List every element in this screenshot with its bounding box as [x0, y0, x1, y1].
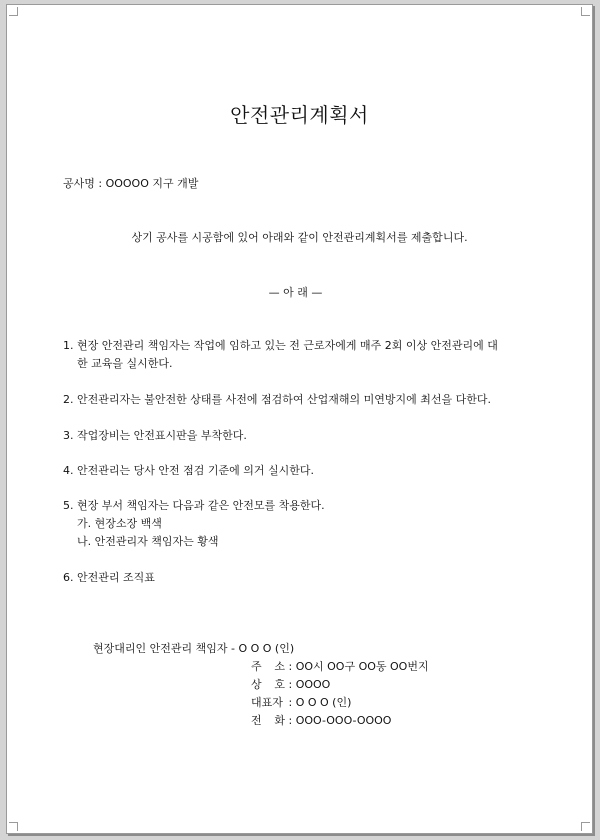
company-label: 상 호 [251, 678, 285, 691]
item-5-sub-b: 나. 안전관리자 책임자는 황색 [77, 535, 219, 548]
item-5-sub-a: 가. 현장소장 백색 [77, 517, 162, 530]
document-page [6, 4, 593, 834]
address-row [251, 660, 429, 674]
crop-mark-bottom-left [9, 822, 18, 831]
phone-value: : OOO-OOO-OOOO [288, 714, 392, 727]
below-heading: — 아 래 — [268, 286, 323, 299]
crop-mark-top-right [581, 7, 590, 16]
item-2: 2. 안전관리자는 불안전한 상태를 사전에 점검하여 산업재해의 미연방지에 최선을 다한다. [63, 393, 491, 406]
address-value: : OO시 OO구 OO동 OO번지 [288, 660, 429, 673]
address-label: 주 소 [251, 660, 285, 673]
manager-signature-line: 현장대리인 안전관리 책임자 - O O O (인) [93, 642, 295, 655]
item-6: 6. 안전관리 조직표 [63, 571, 155, 584]
company-value: : OOOO [288, 678, 331, 691]
ceo-row [251, 696, 351, 710]
phone-row [251, 714, 391, 728]
project-name-line: 공사명 : OOOOO 지구 개발 [63, 177, 199, 190]
item-3: 3. 작업장비는 안전표시판을 부착한다. [63, 429, 247, 442]
item-1: 1. 현장 안전관리 책임자는 작업에 임하고 있는 전 근로자에게 매주 2회 이상 안전관리에 대 [63, 339, 498, 352]
company-row [251, 678, 330, 692]
phone-label: 전 화 [251, 714, 285, 727]
ceo-value: : O O O (인) [288, 696, 352, 709]
item-1-continuation: 한 교육을 실시한다. [77, 357, 173, 370]
ceo-label: 대표자 [251, 696, 283, 709]
crop-mark-bottom-right [581, 822, 590, 831]
item-4: 4. 안전관리는 당사 안전 점검 기준에 의거 실시한다. [63, 464, 314, 477]
document-title: 안전관리계획서 [230, 103, 369, 127]
item-5: 5. 현장 부서 책임자는 다음과 같은 안전모를 착용한다. [63, 499, 325, 512]
intro-text: 상기 공사를 시공함에 있어 아래와 같이 안전관리계획서를 제출합니다. [131, 231, 468, 244]
crop-mark-top-left [9, 7, 18, 16]
